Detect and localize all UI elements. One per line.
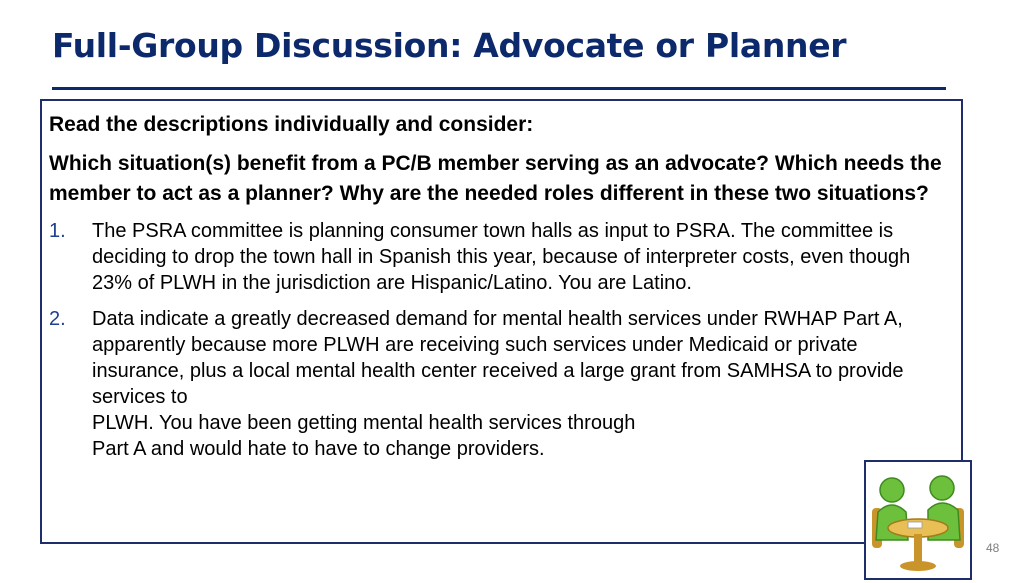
figure-right-head: [930, 476, 954, 500]
content-text: [49, 110, 954, 472]
lead-text: Read the descriptions individually and consider:: [49, 113, 534, 136]
list-number: 2.: [49, 308, 66, 330]
figure-left-head: [880, 478, 904, 502]
list-number: 1.: [49, 220, 66, 242]
table-base: [900, 561, 936, 571]
table-leg: [914, 534, 922, 564]
list-item: [49, 218, 954, 296]
list-item-line: Part A and would hate to have to change providers.: [92, 438, 545, 460]
meeting-illustration: [866, 462, 970, 578]
list-item-text: The PSRA committee is planning consumer town halls as input to PSRA. The committee is deciding to drop the town hall in Spanish this year, because of interpreter costs, even though 23% of PLWH in the jurisdiction are Hispanic/Latino. You are Latino.: [92, 220, 911, 294]
slide-title: Full-Group Discussion: Advocate or Planner: [52, 26, 847, 65]
discussion-question: Which situation(s) benefit from a PC/B member serving as an advocate? Which needs the member to act as a planner? Why are the needed roles different in these two situations?: [49, 152, 942, 205]
list-item: [49, 306, 954, 462]
title-underline: [52, 87, 946, 90]
page-number: 48: [986, 541, 1000, 555]
list-item-line: Data indicate a greatly decreased demand for mental health services under RWHAP Part A, apparently because more PLWH are receiving such services under Medicaid or private insurance, plus a local mental health center received a large grant from SAMHSA to provide services to: [92, 308, 904, 408]
paper: [908, 522, 922, 528]
meeting-people-clipart-icon: [864, 460, 972, 580]
list-item-line: PLWH. You have been getting mental health services through: [92, 412, 636, 434]
situation-list: [49, 218, 954, 462]
